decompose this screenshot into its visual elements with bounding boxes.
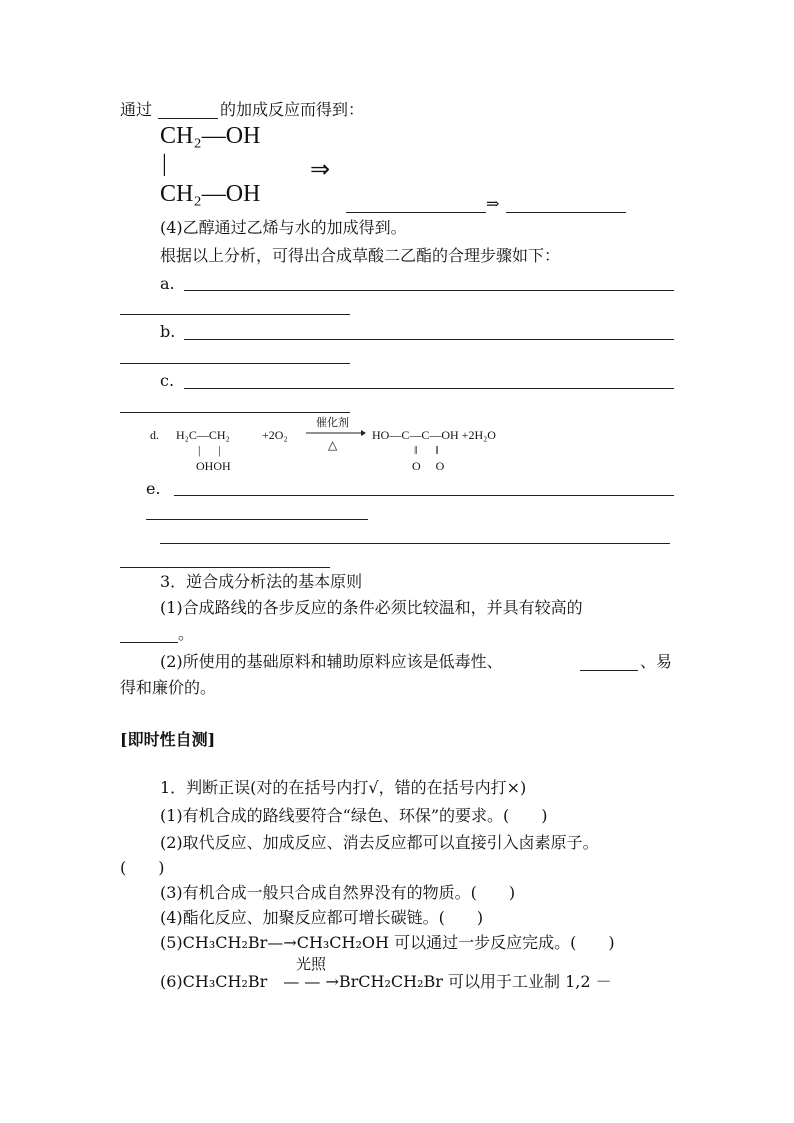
step-e-blank-cont-3[interactable] xyxy=(120,567,330,568)
reaction-d-reactant-bonds: | | xyxy=(198,443,221,457)
selftest-q1-title: 1．判断正误(对的在括号内打√，错的在括号内打×) xyxy=(160,778,527,797)
reaction-d-catalyst: 催化剂 xyxy=(316,417,349,429)
reaction-d-product-top: HO—C—C—OH +2H₂O xyxy=(372,428,496,442)
glycol-blank-1[interactable] xyxy=(346,212,486,213)
selftest-light-label: 光照 xyxy=(296,955,327,973)
intro-blank[interactable] xyxy=(158,118,218,119)
glycol-blank-2[interactable] xyxy=(506,212,626,213)
section-3-p2-blank[interactable] xyxy=(580,670,638,671)
glycol-arrow: ⇒ xyxy=(310,157,331,183)
glycol-bottom: CH₂—OH xyxy=(160,181,261,207)
step-c-label: c. xyxy=(160,371,175,390)
step-a-blank-cont[interactable] xyxy=(120,314,350,315)
reaction-d-product-bonds: ‖ ‖ xyxy=(414,443,439,457)
step-4-text: (4)乙醇通过乙烯与水的加成得到。 xyxy=(160,218,407,237)
reaction-d-reactant-bottom: OHOH xyxy=(196,459,231,473)
intro-suffix: 的加成反应而得到： xyxy=(220,100,365,119)
step-b-blank[interactable] xyxy=(184,339,674,340)
section-3-p1-line2-suffix: 。 xyxy=(178,624,195,643)
reaction-d-product-bottom: O O xyxy=(412,459,445,473)
selftest-item-2-paren: ( ) xyxy=(120,858,165,877)
step-b-blank-cont[interactable] xyxy=(120,363,350,364)
selftest-item-3: (3)有机合成一般只合成自然界没有的物质。( ) xyxy=(160,883,516,902)
glycol-bond: | xyxy=(162,151,167,177)
step-e-label: e. xyxy=(146,479,161,498)
section-3-p2-suffix: 、易 xyxy=(640,652,673,671)
selftest-item-4: (4)酯化反应、加聚反应都可增长碳链。( ) xyxy=(160,908,484,927)
reaction-d-reactant-top: H₂C—CH₂ xyxy=(176,428,230,442)
selftest-item-2: (2)取代反应、加成反应、消去反应都可以直接引入卤素原子。 xyxy=(160,833,599,852)
step-b-label: b. xyxy=(160,322,176,341)
step-c-blank[interactable] xyxy=(184,388,674,389)
section-3-title: 3．逆合成分析法的基本原则 xyxy=(160,572,363,591)
step-a-label: a. xyxy=(160,274,175,293)
reaction-d-arrow-icon xyxy=(306,428,366,438)
selftest-item-5: (5)CH₃CH₂Br—→CH₃CH₂OH 可以通过一步反应完成。( ) xyxy=(160,933,615,952)
section-3-p2-prefix: (2)所使用的基础原料和辅助原料应该是低毒性、 xyxy=(160,652,503,671)
reaction-d-label: d. xyxy=(150,428,159,442)
glycol-top: CH₂—OH xyxy=(160,123,261,149)
section-3-p1-blank[interactable] xyxy=(120,642,178,643)
glycol-arrow-2: ⇒ xyxy=(486,194,500,213)
step-e-blank-cont-2[interactable] xyxy=(160,543,670,544)
reaction-d-o2: +2O₂ xyxy=(262,428,288,442)
step-e-blank-cont-1[interactable] xyxy=(146,519,368,520)
section-3-p2-line2: 得和廉价的。 xyxy=(120,678,217,697)
intro-prefix: 通过 xyxy=(120,100,153,119)
selftest-item-1: (1)有机合成的路线要符合“绿色、环保”的要求。( ) xyxy=(160,806,548,825)
section-3-p1-line1: (1)合成路线的各步反应的条件必须比较温和，并具有较高的 xyxy=(160,598,583,617)
step-a-blank[interactable] xyxy=(184,290,674,291)
step-e-blank[interactable] xyxy=(174,495,674,496)
summary-text: 根据以上分析，可得出合成草酸二乙酯的合理步骤如下： xyxy=(160,246,561,265)
reaction-d-heat: △ xyxy=(328,438,338,452)
selftest-heading: [即时性自测] xyxy=(120,730,216,749)
selftest-item-6: (6)CH₃CH₂Br — — →BrCH₂CH₂Br 可以用于工业制 1,2 － xyxy=(160,972,612,991)
step-c-blank-cont[interactable] xyxy=(120,412,350,413)
